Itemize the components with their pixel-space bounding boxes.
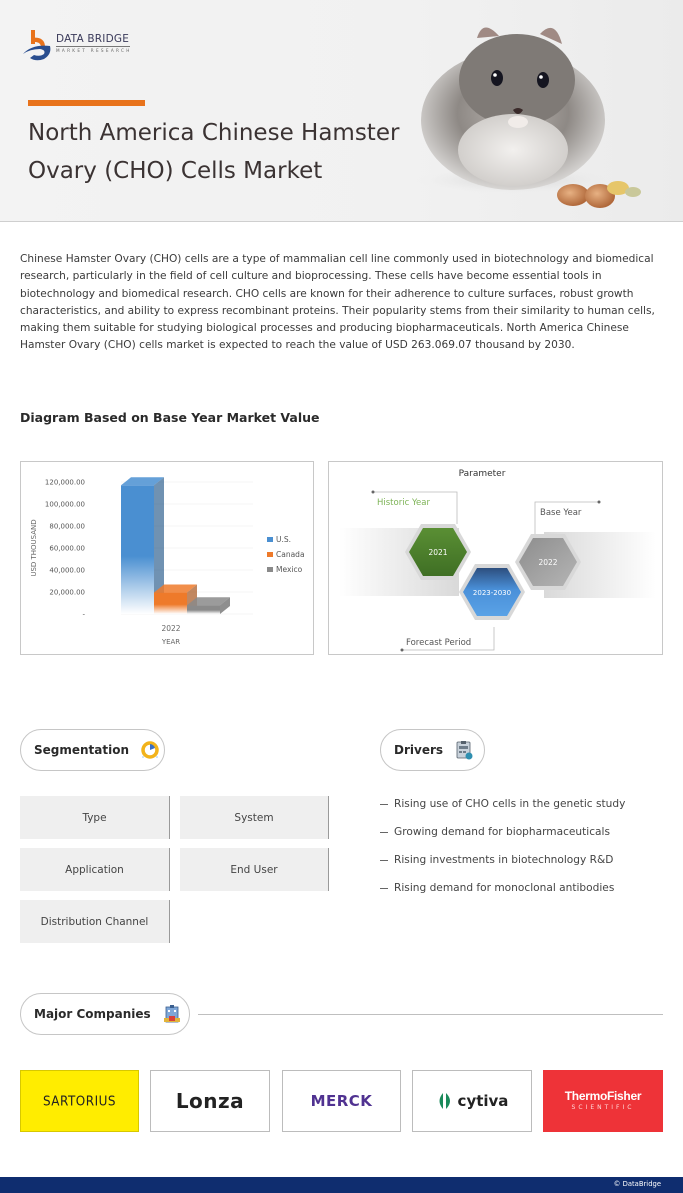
legend-swatch xyxy=(267,537,273,542)
thermo-fisher-scientific: SCIENTIFIC xyxy=(571,1104,635,1111)
company-cytiva[interactable] xyxy=(412,1070,532,1132)
y-tick-label: - xyxy=(82,610,85,619)
page-title-line-2: Ovary (CHO) Cells Market xyxy=(28,158,323,184)
driver-text: Growing demand for biopharmaceuticals xyxy=(394,826,611,838)
cytiva-logo: cytiva xyxy=(457,1092,509,1110)
logo-mark-icon xyxy=(22,28,54,62)
bar-mexico xyxy=(187,605,220,614)
bar-us xyxy=(121,485,154,614)
cytiva-leaf-icon xyxy=(436,1091,454,1111)
drivers-pill xyxy=(380,729,485,771)
legend-swatch xyxy=(267,552,273,557)
hero-banner xyxy=(0,0,683,222)
driver-item xyxy=(380,826,610,838)
segment-system[interactable]: System xyxy=(180,796,329,839)
legend-swatch xyxy=(267,567,273,572)
diagram-section-title: Diagram Based on Base Year Market Value xyxy=(20,410,320,425)
logo-name: DATA BRIDGE xyxy=(56,33,130,45)
major-companies-label: Major Companies xyxy=(34,1007,151,1021)
historic-year-value: 2021 xyxy=(428,548,448,557)
parameter-diagram-panel xyxy=(328,461,663,655)
segment-end-user[interactable]: End User xyxy=(180,848,329,891)
logo-divider xyxy=(56,46,130,47)
company-lonza[interactable] xyxy=(150,1070,270,1132)
legend-label: Mexico xyxy=(276,565,303,574)
legend-label: Canada xyxy=(276,550,305,559)
pie-chart-icon xyxy=(139,739,161,761)
company-thermo-fisher[interactable] xyxy=(543,1070,663,1132)
title-accent-bar xyxy=(28,100,145,106)
x-axis-label: YEAR xyxy=(161,638,181,646)
y-axis-label: USD THOUSAND xyxy=(30,519,38,577)
merck-logo: MERCK xyxy=(310,1092,373,1110)
page-title-line-1: North America Chinese Hamster xyxy=(28,120,400,146)
companies-divider xyxy=(198,1014,663,1015)
y-tick-label: 100,000.00 xyxy=(44,500,85,509)
dash-icon xyxy=(380,804,388,805)
driver-text: Rising demand for monoclonal antibodies xyxy=(394,882,615,894)
forecast-period-value: 2023-2030 xyxy=(472,589,512,597)
dash-icon xyxy=(380,832,388,833)
buildings-icon xyxy=(161,1003,183,1025)
base-year-label: Base Year xyxy=(540,508,582,518)
drivers-label: Drivers xyxy=(394,743,444,757)
y-tick-label: 60,000.00 xyxy=(49,544,85,553)
major-companies-pill xyxy=(20,993,190,1035)
segment-type[interactable]: Type xyxy=(20,796,170,839)
parameter-diagram xyxy=(329,462,662,654)
intro-paragraph: Chinese Hamster Ovary (CHO) cells are a type of mammalian cell line commonly used in biotechnology and biomedical research, particularly in the field of cell culture and bioprocessing. These cells have become essential tools in biotechnology and biomedical research. CHO cells are known for their adherence to culture surfaces, robust growth characteristics, and ability to express recombinant proteins. Their popularity stems from their similarity to human cells, making them suitable for studying biological processes and producing biopharmaceuticals. North America Chinese Hamster Ovary (CHO) cells market is expected to reach the value of USD 263.069.07 thousand by 2030. xyxy=(20,253,655,352)
driver-text: Rising investments in biotechnology R&D xyxy=(394,854,614,866)
page-title xyxy=(28,114,458,190)
y-tick-label: 20,000.00 xyxy=(49,588,85,597)
y-tick-label: 40,000.00 xyxy=(49,566,85,575)
forecast-period-label: Forecast Period xyxy=(406,638,472,648)
thermo-fisher-logo: ThermoFisher xyxy=(564,1089,642,1103)
sartorius-logo: SARTORIUS xyxy=(42,1093,117,1109)
historic-year-label: Historic Year xyxy=(377,498,430,508)
dash-icon xyxy=(380,860,388,861)
parameter-title: Parameter xyxy=(458,469,506,479)
driver-item xyxy=(380,882,614,894)
y-tick-label: 120,000.00 xyxy=(44,478,85,487)
segment-distribution-channel[interactable]: Distribution Channel xyxy=(20,900,170,943)
logo-tagline: MARKET RESEARCH xyxy=(56,48,132,53)
segmentation-pill xyxy=(20,729,165,771)
segmentation-label: Segmentation xyxy=(34,743,130,757)
market-value-bar-chart xyxy=(21,462,313,654)
clipboard-report-icon xyxy=(453,739,475,761)
driver-item xyxy=(380,854,613,866)
y-tick-label: 80,000.00 xyxy=(49,522,85,531)
market-value-chart-panel xyxy=(20,461,314,655)
x-tick-label-2022: 2022 xyxy=(161,624,181,633)
bar-canada xyxy=(154,593,187,614)
data-bridge-logo[interactable] xyxy=(22,28,142,64)
base-year-value: 2022 xyxy=(538,558,558,567)
dash-icon xyxy=(380,888,388,889)
segment-application[interactable]: Application xyxy=(20,848,170,891)
legend-label: U.S. xyxy=(276,535,292,544)
driver-item xyxy=(380,798,625,810)
driver-text: Rising use of CHO cells in the genetic study xyxy=(394,798,626,810)
company-sartorius[interactable] xyxy=(20,1070,139,1132)
lonza-logo: Lonza xyxy=(175,1089,245,1113)
footer-bar xyxy=(0,1177,683,1193)
company-merck[interactable] xyxy=(282,1070,401,1132)
hamster-photo xyxy=(405,10,665,215)
footer-copyright: © DataBridge xyxy=(613,1180,661,1188)
